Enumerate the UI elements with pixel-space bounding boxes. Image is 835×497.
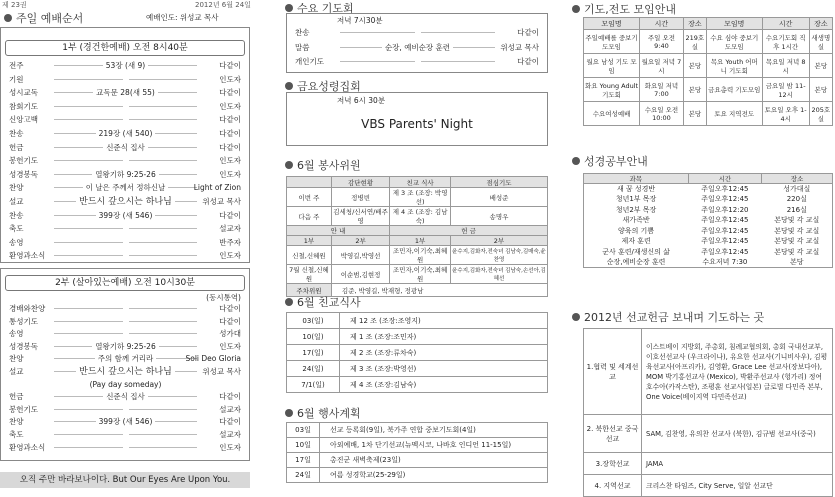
table-row: 03일 선교 등록회(9일), 북가주 연합 중보기도회(4일) xyxy=(287,423,548,438)
order-item: 헌금 xyxy=(9,142,24,152)
order-item: 찬양 xyxy=(9,354,24,364)
order-row xyxy=(9,210,241,221)
order-detail: 53장 (새 9) xyxy=(54,60,197,71)
order-item: 찬송 xyxy=(295,28,310,37)
order-row xyxy=(9,142,241,153)
order-row xyxy=(9,379,241,390)
worship-leader: 예배인도: 위성교 목사 xyxy=(146,13,219,22)
order-row xyxy=(9,353,241,364)
prayer-table xyxy=(583,17,833,126)
order-detail: 순장, 예비순장 훈련 xyxy=(340,42,495,53)
order-row xyxy=(9,404,241,415)
order-item: 기원 xyxy=(9,74,24,84)
order-detail xyxy=(54,101,197,112)
table-row: 10일 아외예배, 1차 단기선교(뉴멕시코, 나바호 인디언 11-15일) xyxy=(287,438,548,453)
order-leader: 다같이 xyxy=(219,88,241,98)
order-row xyxy=(9,87,241,98)
order-row xyxy=(9,341,241,352)
order-item: 전주 xyxy=(9,61,24,70)
order-item: 축도 xyxy=(9,430,24,439)
order-item: 찬송 xyxy=(9,129,24,138)
order-row xyxy=(9,303,241,314)
order-detail: 교독문 28(새 55) xyxy=(54,87,197,98)
order-leader: 다같이 xyxy=(517,28,539,37)
order-row xyxy=(9,429,241,440)
order-item: 성경봉독 xyxy=(9,341,38,351)
bullet-icon xyxy=(572,5,580,13)
order-row xyxy=(9,169,241,180)
order-row xyxy=(9,316,241,327)
bullet-icon xyxy=(4,14,12,22)
events-table xyxy=(286,422,548,483)
interpretation-note: (동시통역) xyxy=(206,293,241,302)
service-2-header: 2부 (살아있는예배) 오전 10시30분 xyxy=(5,275,245,291)
order-leader: 다같이 xyxy=(219,417,241,427)
order-leader: 인도자 xyxy=(219,442,241,452)
order-leader: Soli Deo Gloria xyxy=(185,354,241,364)
order-row xyxy=(9,182,241,193)
fri-title: 금요성령집회 xyxy=(285,78,361,94)
order-detail: 399장 (새 546) xyxy=(54,416,197,427)
order-leader: 설교자 xyxy=(219,404,241,414)
order-row xyxy=(9,416,241,427)
order-detail: 주의 함께 거리라 xyxy=(54,353,197,364)
service-1-box xyxy=(0,27,250,263)
order-row xyxy=(9,223,241,234)
order-leader: Light of Zion xyxy=(193,183,241,193)
order-leader: 인도자 xyxy=(219,101,241,111)
order-leader: 위성교 목사 xyxy=(202,197,241,206)
order-leader: 다같이 xyxy=(219,392,241,402)
order-leader: 위성교 목사 xyxy=(202,367,241,376)
order-row xyxy=(9,391,241,402)
order-item: 찬양 xyxy=(9,183,24,193)
order-row xyxy=(9,128,241,139)
order-detail xyxy=(54,316,197,327)
table-row: 24(일) 제 3 조 (조장:박영선) xyxy=(287,361,548,377)
order-leader: 다같이 xyxy=(219,210,241,220)
order-row xyxy=(9,60,241,71)
bullet-icon xyxy=(285,298,293,306)
order-item: 송영 xyxy=(9,237,24,247)
order-detail xyxy=(54,303,197,314)
order-item: 설교 xyxy=(9,197,24,206)
order-detail: 신준식 집사 xyxy=(54,391,197,402)
order-item: 말씀 xyxy=(295,42,310,52)
order-detail: 399장 (새 546) xyxy=(54,210,197,221)
bible-title: 성경공부안내 xyxy=(572,153,648,169)
order-item: 헌금 xyxy=(9,392,24,402)
order-detail xyxy=(340,56,495,67)
bullet-icon xyxy=(285,161,293,169)
order-detail xyxy=(54,404,197,415)
fri-event: VBS Parents' Night xyxy=(361,117,473,131)
order-detail xyxy=(54,328,197,339)
order-detail xyxy=(340,27,495,38)
order-leader: 성가대 xyxy=(219,329,241,339)
order-detail xyxy=(54,74,197,85)
table-header: 모임명 시간 장소 모임명 시간 장소 xyxy=(584,18,833,30)
date-label: 2012년 6월 24일 xyxy=(195,1,251,9)
bible-table xyxy=(583,173,833,268)
service-1-header: 1부 (경건한예배) 오전 8시40분 xyxy=(5,40,245,56)
order-row xyxy=(9,250,241,261)
bullet-icon xyxy=(572,157,580,165)
fri-time: 저녁 6시 30분 xyxy=(337,96,386,105)
bullet-icon xyxy=(285,409,293,417)
missions-title: 2012년 선교헌금 보내며 기도하는 곳 xyxy=(572,309,764,325)
order-item: 환영과소식 xyxy=(9,251,46,261)
order-detail xyxy=(54,442,197,453)
order-leader: 다같이 xyxy=(219,61,241,70)
order-item: 환영과소식 xyxy=(9,442,46,452)
fellowship-title: 6월 친교식사 xyxy=(285,294,361,310)
bullet-icon xyxy=(285,4,293,12)
table-row: 화요 Young Adult 기도회 화요일 저녁7:00 본당 금요총력 기도모임 금요일 밤 11-12시 본당 xyxy=(584,78,833,102)
order-row xyxy=(9,155,241,166)
table-row: 수요여성예배 수요일 오전 10:00 본당 토요 지역전도 토요일 오후 1-4시 205호실 xyxy=(584,102,833,126)
order-item: 성경봉독 xyxy=(9,169,38,179)
wed-time: 저녁 7시30분 xyxy=(337,16,383,25)
bullet-icon xyxy=(572,313,580,321)
order-leader: 설교자 xyxy=(219,430,241,439)
order-leader: 다같이 xyxy=(219,316,241,326)
order-detail: 이 날은 주께서 정하신날 xyxy=(54,182,197,193)
order-row xyxy=(295,27,539,38)
order-detail: (Pay day someday) xyxy=(54,379,197,390)
order-item: 송영 xyxy=(9,329,24,339)
table-row: 7/1(일) 제 4 조 (조장:김남숙) xyxy=(287,377,548,393)
table-row: 순장,예비순장 훈련 수요저녁 7:30 본당 xyxy=(606,258,804,266)
table-row: 17(일) 제 2 조 (조장:류차숙) xyxy=(287,345,548,361)
order-leader: 다같이 xyxy=(517,57,539,66)
table-row: 1.협력 및 세계선교 이스트베이 지방회, 주총회, 침례교협의회, 총회 국내선교부, 이호선선교사 (우크라이나), 유요한 선교사(기니비사우), 김평육선교사(아프리카), 김영환, Grace Lee 선교사(장보다아), MOM 박기홍선교사 (Mexico), 박환주선교사 (헝가리) 정여호수아(카작스탄), 조평훈 선교사(일본) 글로벌 다민족 본부, One Voice(베이지역 다민족선교) xyxy=(584,329,833,415)
order-leader: 인도자 xyxy=(219,341,241,351)
table-row: 새 꿈 성경반 주일오후12:45 성가대실 xyxy=(616,185,811,193)
table-row: 청년1부 목장 주일오후12:45 220실 xyxy=(615,195,807,204)
order-detail xyxy=(54,237,197,248)
order-item: 봉헌기도 xyxy=(9,156,38,166)
wed-box xyxy=(286,13,548,73)
order-detail xyxy=(54,114,197,125)
order-item: 신앙고백 xyxy=(9,115,38,125)
fri-box xyxy=(286,92,548,146)
order-leader: 다같이 xyxy=(219,304,241,313)
order-detail xyxy=(54,223,197,234)
order-item: 개인기도 xyxy=(295,57,324,66)
table-row: 주일예배를 중보기도모임 주일 오전 9:40 219호실 수요 심야 중보기도모임 수요기도회 직후 1시간 새생명실 xyxy=(584,30,833,54)
order-row xyxy=(9,74,241,85)
table-row: 월요 남성 기도 모임 월요일 저녁 7시 본당 목요 Youth 어머니 기도회 목요일 저녁 8시 본당 xyxy=(584,54,833,78)
footer-banner: 오직 주만 바라보나이다. But Our Eyes Are Upon You. xyxy=(0,472,250,488)
order-item: 통성기도 xyxy=(9,316,38,326)
order-item: 축도 xyxy=(9,224,24,234)
wed-title: 수요 기도회 xyxy=(285,0,354,16)
order-item: 봉헌기도 xyxy=(9,404,38,414)
prayer-title: 기도,전도 모임안내 xyxy=(572,1,676,17)
table-row: 청년2부 목장 주일오후12:20 216실 xyxy=(615,205,807,214)
table-row: 양육의 기쁨 주일오후12:45 본당및 각 교실 xyxy=(618,226,820,235)
order-row xyxy=(9,114,241,125)
events-title: 6월 행사계획 xyxy=(285,405,361,421)
table-row: 17일 총진군 새벽축제(23일) xyxy=(287,453,548,468)
order-leader: 다같이 xyxy=(219,129,241,138)
fellowship-table xyxy=(286,312,548,393)
order-item: 찬양 xyxy=(9,417,24,427)
order-item: 찬송 xyxy=(9,210,24,220)
table-row: 2. 북한선교 중국선교 SAM, 김찬영, 유의찬 선교사 (북한), 김규범 선교사(중국) xyxy=(584,415,833,453)
table-row: 제자 훈련 주일오후12:45 본당및 각 교실 xyxy=(621,237,820,246)
missions-table xyxy=(583,328,833,497)
volunteer-title: 6월 봉사위원 xyxy=(285,157,361,173)
table-row: 새가족반 주일오후12:45 본당및 각 교실 xyxy=(622,216,820,225)
order-leader: 반주자 xyxy=(219,237,241,247)
order-item: 설교 xyxy=(9,367,24,376)
volunteer-table: 감단현황 친교 식사 점심기도 이번 주 정병빈 제 3 조 (조장: 박영선) 배성준 다음 주 김세청/신서연/배주영 제 4 조 (조장: 김남숙) 송명우 안 내 헌 금 1부 2부 1부 2부 신철,신혜원 박영길,박영선 조민자,이기숙,최혜원 윤수지,김화자,전숙녀 김남숙,김매숙,윤찬영 7월 신철,신혜원 이순범,김현정 조민자,이기숙,최혜원 윤수지,김화자,전숙녀 김남숙,손선아,김혜선 주차위원 김준, 박영길, 박재형, 정광남 xyxy=(286,176,548,297)
page-header xyxy=(0,0,835,9)
order-item: 참회기도 xyxy=(9,101,38,111)
order-detail: 열왕기하 9:25-26 xyxy=(54,169,197,180)
table-row: 10(일) 제 1 조 (조장:조민자) xyxy=(287,329,548,345)
bullet-icon xyxy=(285,82,293,90)
order-leader: 다같이 xyxy=(219,142,241,152)
order-leader: 인도자 xyxy=(219,156,241,166)
order-detail: 열왕기하 9:25-26 xyxy=(54,341,197,352)
order-row xyxy=(295,56,539,67)
order-row xyxy=(9,101,241,112)
order-row xyxy=(295,42,539,53)
order-leader: 다같이 xyxy=(219,115,241,125)
table-row: 3.장학선교 JAMA xyxy=(584,453,833,475)
order-row xyxy=(9,196,241,207)
table-row: 군사 훈련/재생신의 삶 주일오후12:45 본당및 각 교실 xyxy=(602,247,820,256)
order-detail: 신준식 집사 xyxy=(54,142,197,153)
order-row xyxy=(9,328,241,339)
table-row: 4. 지역선교 크리스찬 타임즈, City Serve, 일알 선교단 xyxy=(584,475,833,497)
table-row: 03(일) 제 12 조 (조장:조영지) xyxy=(287,313,548,329)
order-leader: 위성교 목사 xyxy=(500,42,539,52)
order-detail: 219장 (새 540) xyxy=(54,128,197,139)
worship-title: 주일 예배순서 xyxy=(4,10,83,26)
order-detail xyxy=(54,429,197,440)
volume-label: 제 23권 xyxy=(2,1,27,9)
table-row: 24일 여름 성경학교(25-29일) xyxy=(287,468,548,483)
service-2-box xyxy=(0,268,250,461)
order-leader: 설교자 xyxy=(219,224,241,234)
order-row xyxy=(9,442,241,453)
order-row xyxy=(9,237,241,248)
order-leader: 인도자 xyxy=(219,169,241,179)
order-leader: 인도자 xyxy=(219,251,241,261)
order-detail: 반드시 갚으시는 하나님 xyxy=(54,366,197,378)
order-detail: 반드시 갚으시는 하나님 xyxy=(54,196,197,208)
table-header: 과목 시간 장소 xyxy=(584,174,833,184)
order-detail xyxy=(54,155,197,166)
order-row xyxy=(9,366,241,377)
order-item: 성시교독 xyxy=(9,88,38,98)
order-item: 경배와찬양 xyxy=(9,304,46,313)
order-detail xyxy=(54,250,197,261)
order-leader: 인도자 xyxy=(219,74,241,84)
